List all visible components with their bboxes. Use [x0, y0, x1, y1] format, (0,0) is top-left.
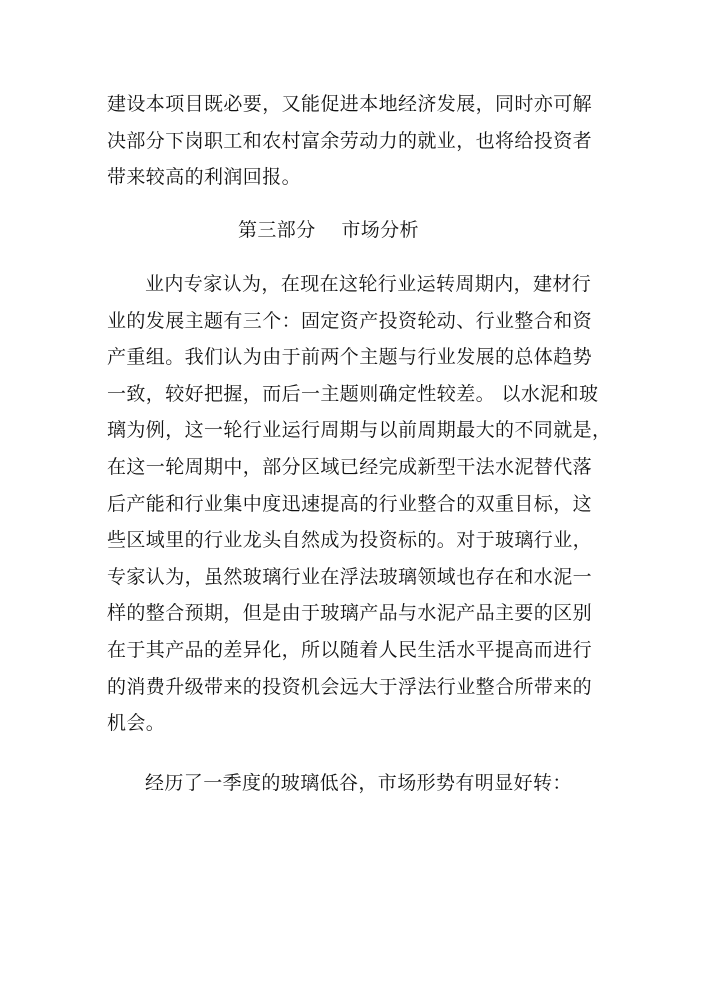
paragraph-line: 在这一轮周期中，部分区域已经完成新型干法水泥替代落: [107, 455, 593, 478]
market-analysis-paragraph: [107, 266, 612, 742]
paragraph-line: 机会。: [107, 712, 166, 735]
paragraph-line: 带来较高的利润回报。: [107, 166, 302, 189]
paragraph-line: 样的整合预期，但是由于玻璃产品与水泥产品主要的区别: [107, 602, 593, 625]
paragraph-line: 后产能和行业集中度迅速提高的行业整合的双重目标，这: [107, 492, 593, 515]
paragraph-line: 专家认为，虽然玻璃行业在浮法玻璃领域也存在和水泥一: [107, 565, 593, 588]
paragraph-line: 璃为例，这一轮行业运行周期与以前周期最大的不同就是，: [107, 419, 612, 442]
intro-paragraph: [107, 86, 593, 196]
paragraph-line: 经历了一季度的玻璃低谷，市场形势有明显好转：: [145, 772, 572, 794]
paragraph-line: 产重组。我们认为由于前两个主题与行业发展的总体趋势: [107, 346, 593, 369]
paragraph-line: 建设本项目既必要，又能促进本地经济发展，同时亦可解: [107, 93, 593, 115]
paragraph-line: 业内专家认为，在现在这轮行业运转周期内，建材行: [145, 273, 592, 295]
section-heading: 第三部分 市场分析: [238, 219, 419, 241]
paragraph-line: 些区域里的行业龙头自然成为投资标的。对于玻璃行业，: [107, 529, 593, 552]
paragraph-line: 在于其产品的差异化，所以随着人民生活水平提高而进行: [107, 638, 593, 661]
closing-paragraph: [107, 765, 587, 802]
paragraph-line: 的消费升级带来的投资机会远大于浮法行业整合所带来的: [107, 675, 593, 698]
paragraph-line: 一致，较好把握，而后一主题则确定性较差。 以水泥和玻: [107, 382, 599, 405]
paragraph-line: 决部分下岗职工和农村富余劳动力的就业，也将给投资者: [107, 129, 593, 152]
paragraph-line: 业的发展主题有三个：固定资产投资轮动、行业整合和资: [107, 309, 593, 332]
